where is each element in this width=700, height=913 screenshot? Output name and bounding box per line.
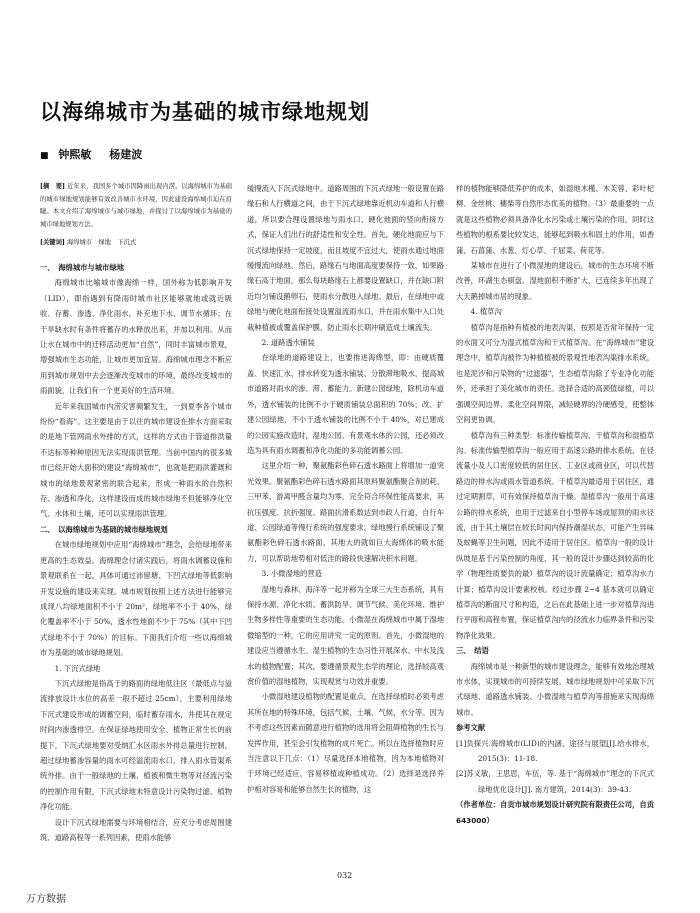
subsection-heading: 3. 小微湿地的营造 bbox=[261, 569, 322, 579]
author-affiliation: （作者单位：自贡市城市规划设计研究院有限责任公司，自贡 643000） bbox=[456, 800, 662, 825]
paragraph: 在城市绿地规划中应用“海绵城市”理念，会给绿地带来更高的生态效益。海绵理念付诸实践后，将雨水调蓄设施和景观联系在一起，具体可通过沛留塘、下凹式绿地等低影响开发设施的建设来实现。城市规划按照上述方法进行能够完成现八均绿地面积不小于 20m²，绿地率不小于 40%，绿化覆盖率不小于 50%，透水性地面不少于 75%（其中下凹式绿地不小于 70%）的目标。下面我们介绍一些以海绵城市为基础的城市绿地规划。 bbox=[40, 540, 232, 658]
paragraph: 某城市在进行了小微湿地的建设后，城市的生态环境不断改善，环湖生态棋盘、湿地面积不断扩大，已连续多年出现了大天鹅掉城市居的现象。 bbox=[456, 261, 654, 301]
paragraph: 湿地与森林、海洋等一起并称为全球三大生态系统，具有保持水源、净化水质、蓄洪防旱、调节气候、美化环境、维护生物多样性等重要的生态功能。小微湿在海绵城市中属于湿地微缩型的一种，它的应用讲究一定的原则。首先，小微湿地的建设应当遵循水生、湿生植物的生态习性开展深水、中水及浅水的植物配置；其次，要遵循景观生态学的理论，选择较高观赏价值的湿地植物，实现观赏与功效并重要。 bbox=[247, 584, 445, 686]
author-line bbox=[40, 146, 156, 162]
reference-item: [2]苏义敏，王思思，车伍，等. 基于“海绵城市”理念的下沉式绿地优化设计[J]. 南方建筑，2014(3)：39-43. bbox=[456, 769, 654, 794]
abstract bbox=[40, 181, 232, 231]
article-title: 以海绵城市为基础的城市绿地规划 bbox=[40, 100, 370, 124]
paragraph: 近年来我国城市内涝灾害频繁发生，一到夏季各个城市纷纷“看海”。这主要是由于以往的城市建设在排水方面采取的是地下管网雨水外排的方式，这样的方式由于管道排洪量不达标等种种原因无法实现雨洪管理。当前中国内的很多城市已经开始大面积的建设“海绵城市”，也就是把雨洪灌溉和城市的绿地景观紧密的联合起来，形成一种雨水的自然积存、渗透和净化。这样建设而成的城市绿地不但能够净化空气、水体和土壤，还可以实现雨洪管理。 bbox=[40, 401, 232, 519]
keywords-text: 海绵城市 绿地 下沉式 bbox=[66, 239, 137, 247]
text-column-1 bbox=[40, 181, 232, 845]
paragraph: 在绿地的道路建设上，也要推进海绵型，即：由硬质覆盖、快速汇水、排水转变为透水铺装、分散滞地吸水，提高城市道路对雨水的渗、滞、蓄能力。新建公园绿地，除机动车道外，透水铺装的比例不小于硬质铺装总面积的 70%；改、扩建公园绿地，不小于透水铺装的比例不小于 40%，对已建成的公园实施改造时，湿地公园、有景观水体的公园，还必须改造为具有雨水调蓄和净化功能的多功能调蓄公园。 bbox=[247, 353, 445, 455]
keywords bbox=[40, 237, 232, 250]
subsection-heading: 1. 下沉式绿地 bbox=[54, 663, 101, 673]
paragraph: 植草沟是指种有植被的地表沟渠，按照是否常年保持一定的水面又可分为湿式植草沟和干式植草沟。在“海绵城市”建设理念中，植草沟被作为种植植被的景观性地表沟渠排水系统，也是泥沙和污染物的“过滤器”，生态植草沟除了专业净化功能外，还承担了美化城市的责任。选择合适的高颈值绿植，可以强调空间边界、柔化空间界限，减轻硬界的冷硬感受，使整体空间更协调。 bbox=[456, 322, 654, 425]
reference-item: [1]负探兴.海绵城市(LID)的内涵、途径与展望[J].给水排水，2015(3)：11-18. bbox=[456, 738, 654, 764]
section-heading: 一、 海绵城市与城市绿地 bbox=[40, 262, 124, 272]
keywords-label: [关键词] bbox=[40, 239, 65, 247]
subsection-heading: 2. 道路透水铺装 bbox=[261, 338, 315, 348]
author-name: 杨建波 bbox=[109, 148, 143, 161]
paragraph: 这里介绍一种，聚氨酯彩色碎石透水路面上将增加一道突光效果。聚氨酯彩色碎石透水路面其原料聚氨酯聚合剂的耗、三甲苯、游离甲醛含量均为零，完全符合环保性能高要求，其抗压强度、抗折强度、路面抗滑系数达到市政人行道、自行车道、公园绿道等慢行系统的强度要求。绿地慢行系统铺设了聚氨酯彩色碎石透水路面，其地大的就如巨大海绵体的吸水能力，可以帮助地势相对低洼的路段快速解决积水问题。 bbox=[247, 461, 445, 563]
text-column-3 bbox=[456, 181, 662, 828]
author-name: 钟熙敏 bbox=[58, 148, 92, 161]
abstract-label: [摘 要] bbox=[40, 183, 66, 190]
square-bullet-icon: ■ bbox=[40, 151, 49, 161]
paragraph: 缓慢流入下沉式绿地中。道路周围的下沉式绿地一般设置在路缘石和人行横道之间，由于下沉式绿地靠近机动车道和人行横道，所以要合理设置绿地与雨水口、硬化地面的竖向衔接方式，保证人们出行的舒适性和安全性。首先，硬化地面应与下沉式绿地保持一定坡度，而且坡度不宜过大，使雨水通过地面缓慢流向绿地。然后，路缘石与地面高度要保持一致，如果路缘石高于地面，那么每块路缘石上都要设置缺口，并在缺口附近均匀铺设鹅卵石，使雨水分散进入绿地。最后，在绿地中或绿地与硬化地面衔接处设置溢流雨水口，并在雨水集中入口处栽种植被或覆盖保护膜，防止雨水长期冲刷造成土壤流失。 bbox=[247, 184, 445, 332]
abstract-text: 近年来，我国多个城市因降雨出现内涝。以海绵城市为基础的城市绿地规划能够有效改善城市水环境，因此建设海绵城市迫在眉睫。本文介绍了海绵城市与城市绿地，并探讨了以海绵城市为基础的城市绿地规划方法。 bbox=[40, 183, 232, 228]
section-heading: 二、 以海绵城市为基础的城市绿地规划 bbox=[40, 524, 168, 534]
paragraph: 植草沟有三种类型：标准传输植草沟、干植草沟和湿植草沟。标准传输型植草沟一般应用于高速公路的排水系统，在径流量小及人口密度较低的居住区、工业区或商业区，可以代替路边的排水沟或雨水管道系统。干植草沟最适用于居住区，通过定期割草，可有效保持植草沟干燥。湿植草沟一般用于高速公路的排水系统，也用于过滤来自小型停车场或屋顶的雨水径流，由于其土壤层在较长时间内保持潮湿状态，可能产生异味及蚊蝇等卫生问题，因此不适用于居住区。植草沟一般的设计纵坡是基于污染控制的角度，其一般的设计步骤达到较高的化学（物理性质要负的最）植草沟的设计流量确定；植草沟水力计算；植草沟设计要素校核。经过步骤 2~4 基本就可以确定植草沟的断面尺寸和构造，之后在此基础上进一步对植草沟进行平面和高程布置，保证植草沟内的径流水力临界条件和污染物净化效果。 bbox=[456, 430, 654, 640]
text-column-2 bbox=[247, 181, 444, 797]
paragraph: 样的植物能够降低养护的成本，如湿地木槿、木芙蓉、彩叶杞柳、金丝桃、穗柴等自然形态优美的植物。（3）最重要的一点就是这些植物必须具备净化水污染或土壤污染的作用，同时这些植物的根系要比较发达，能够起到吸水和固土的作用，如香蒲、石菖蒲、水葱、灯心草、千屈菜、荷花等。 bbox=[456, 184, 655, 255]
paragraph: 海绵城市是一种新型的城市建设理念，能够有效地治理城市水体，实现城市的可持续发展。城市绿地规划中可采取下沉式绿地、道路透水铺装、小微湿地与植草沟等措施来实现海绵城市。 bbox=[456, 661, 654, 717]
subsection-heading: 4. 植草沟 bbox=[470, 307, 502, 317]
references-heading: 参考文献 bbox=[456, 723, 486, 733]
section-heading: 三、 结语 bbox=[456, 646, 489, 656]
paragraph: 下沉式绿地是指高于的路面的绿地低注区（最低点与溢流排放设计水位的高差一般不超过 25cm），主要利用绿地下沉式建设形成的调蓄空间，临时蓄存雨水，并使其在规定时间内渗透排空。在保证绿地使用安全、植物正常生长的前提下，下沉式绿地要对受纳汇水区雨水外排总量进行控制，超过绿地蓄渗容量的雨水可经溢流雨水口，排入雨水管渠系统外排。由于一般绿地的土壤、植被和微生物等对径流污染的控制作用有限，下沉式绿地未特意设计污染物过滤、植物净化功能。 bbox=[40, 678, 232, 812]
page-number: 032 bbox=[337, 871, 353, 880]
footer-watermark: 万方数据 bbox=[26, 894, 66, 905]
paragraph: 小微湿地建设植物的配置是重点，在选择绿植时必须考虑其所在地的特殊环境，包括气候、土壤、气候、水分等。因为不考虑这些因素而随意进行植物的选用将会阻碍植物的生长与发挥作用，甚至会引发植物的成片死亡。所以在选择植物时应当注意以下几点：（1）尽量选择本地植物，因为本地植物对于环境已经适应，容易移植或种植成功。（2）选择是选择养护相对容易和能够自然生长的植物，这 bbox=[247, 692, 445, 794]
paragraph: 海绵城市比喻城市像海绵一样，国外称为低影响开发（LID），即指遇到有降雨时城市社区能够就地或就近吸收、存蓄、渗透、净化雨水，补充地下水、调节水循环；在干旱缺水时有条件将蓄存的水释放出来，并加以利用。从而让水在城市中的迁移活动更加“自然”，同时丰富城市景观，增强城市生态功能，让城市更加宜居。海绵城市理念不断应用到城市规划中去会逐渐改变城市的环境，最终改变城市的雨面貌，让我们有一个更美好的生活环境。 bbox=[40, 278, 232, 396]
paragraph: 设计下沉式绿地需要与环境相结合，应充分考虑周围建筑、道路高程等一系列因素，使雨水能够 bbox=[40, 817, 232, 842]
